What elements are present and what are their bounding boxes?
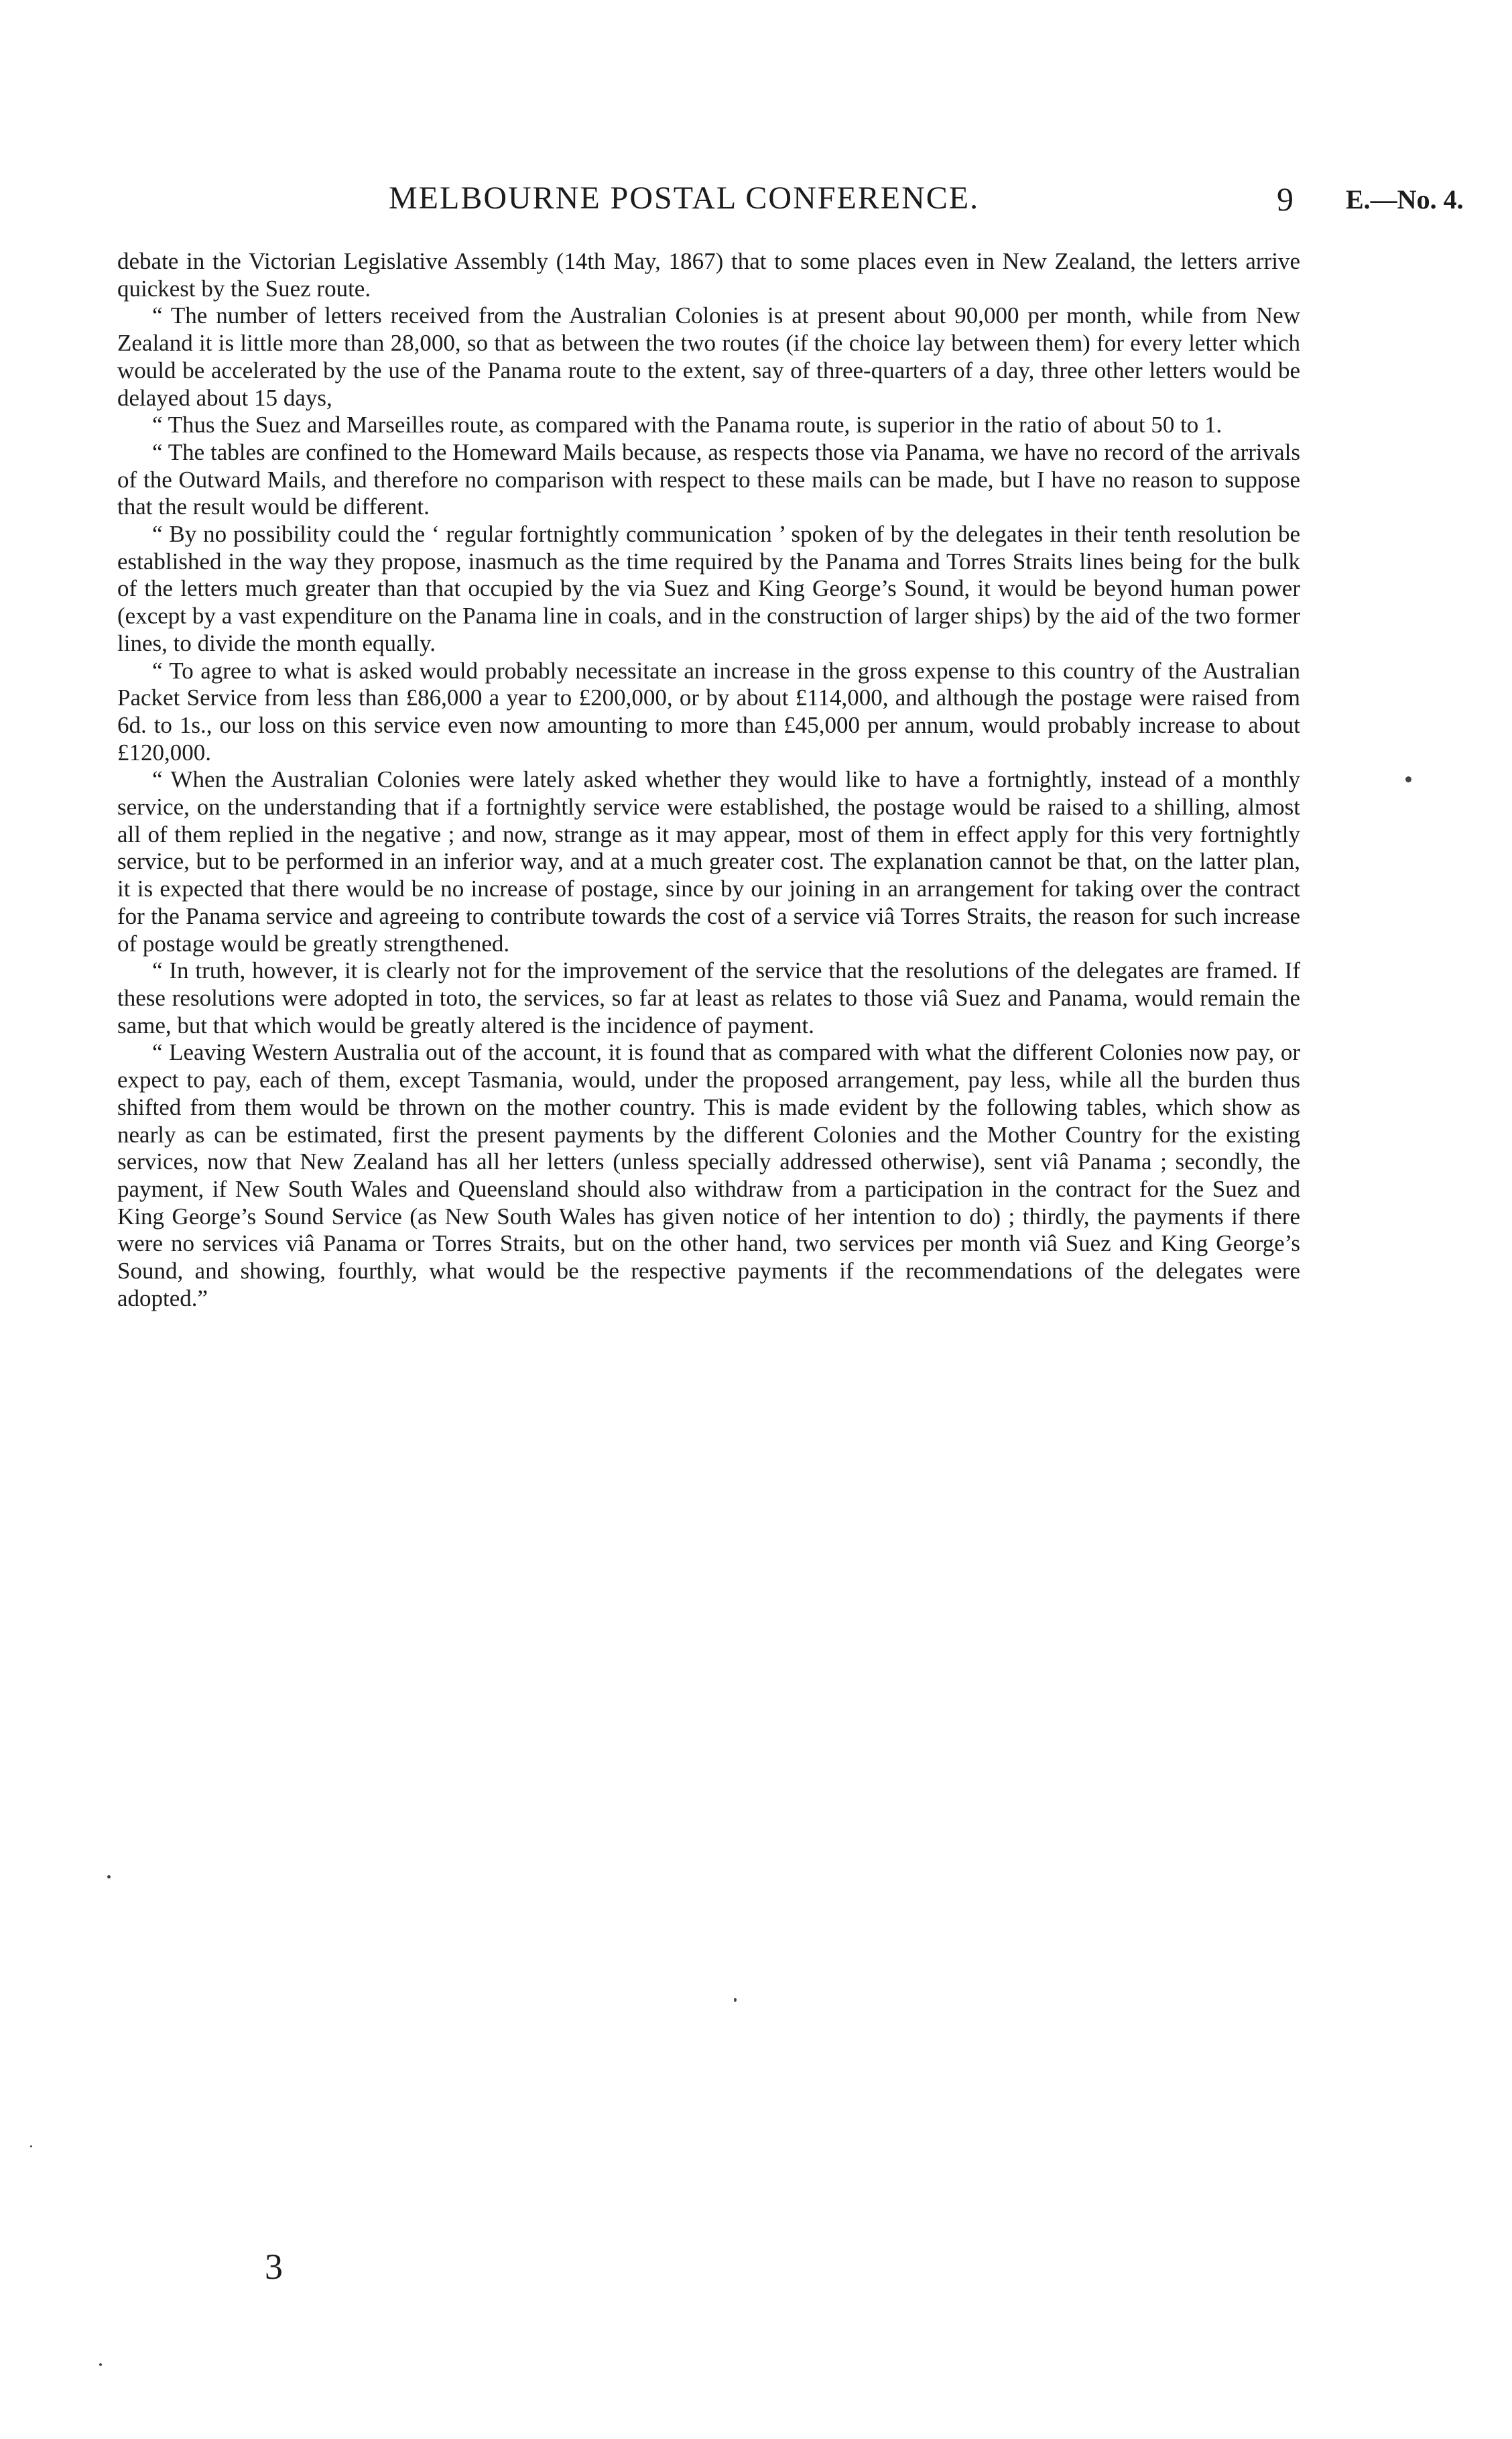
- page-header: [0, 180, 1512, 233]
- document-reference: E.—No. 4.: [1346, 184, 1464, 215]
- paragraph: “ When the Australian Colonies were lately asked whether they would like to have a fortnightly, instead of a monthly service, on the understanding that if a fortnightly service were established, the postage would be raised to a shilling, almost all of them replied in the negative ; and now, strange as it may appear, most of them in effect apply for this very fortnightly service, but to be performed in an inferior way, and at a much greater cost. The explanation cannot be that, on the latter plan, it is expected that there would be no increase of postage, since by our joining in an arrangement for taking over the contract for the Panama service and agreeing to contribute towards the cost of a service viâ Torres Straits, the reason for such increase of postage would be greatly strengthened.: [117, 766, 1300, 957]
- paragraph: “ In truth, however, it is clearly not for the improvement of the service that the resolutions of the delegates are framed. If these resolutions were adopted in toto, the services, so far at least as relates to those viâ Suez and Panama, would remain the same, but that which would be greatly altered is the incidence of payment.: [117, 957, 1300, 1038]
- paragraph: “ Leaving Western Australia out of the account, it is found that as compared with what the different Colonies now pay, or expect to pay, each of them, except Tasmania, would, under the proposed arrangement, pay less, while all the burden thus shifted from them would be thrown on the mother country. This is made evident by the following tables, which show as nearly as can be estimated, first the present payments by the different Colonies and the Mother Country for the existing services, now that New Zealand has all her letters (unless specially addressed otherwise), sent viâ Panama ; secondly, the payment, if New South Wales and Queensland should also withdraw from a participation in the contract for the Suez and King George’s Sound Service (as New South Wales has given notice of her intention to do) ; thirdly, the payments if there were no services viâ Panama or Torres Straits, but on the other hand, two services per month viâ Suez and King George’s Sound, and showing, fourthly, what would be the respective payments if the recommendations of the delegates were adopted.”: [117, 1039, 1300, 1311]
- page-number: 9: [1277, 180, 1294, 218]
- paragraph: “ The tables are confined to the Homeward Mails because, as respects those via Panama, we have no record of the arrivals of the Outward Mails, and therefore no comparison with respect to these mails can be made, but I have no reason to suppose that the result would be different.: [117, 438, 1300, 520]
- paragraph: “ To agree to what is asked would probably necessitate an increase in the gross expense to this country of the Australian Packet Service from less than £86,000 a year to £200,000, or by about £114,000, and although the postage were raised from 6d. to 1s., our loss on this service even now amounting to more than £45,000 per annum, would probably increase to about £120,000.: [117, 657, 1300, 766]
- signature-mark: 3: [265, 2247, 283, 2287]
- ink-speck: [1405, 776, 1411, 782]
- ink-speck: [30, 2145, 32, 2147]
- running-title: MELBOURNE POSTAL CONFERENCE.: [389, 180, 980, 216]
- ink-speck: [734, 1998, 737, 2002]
- ink-speck: [107, 1875, 111, 1879]
- paragraph: “ By no possibility could the ‘ regular fortnightly communication ’ spoken of by the delegates in their tenth resolution be established in the way they propose, inasmuch as the time required by the Panama and Torres Straits lines being for the bulk of the letters much greater than that occupied by the via Suez and King George’s Sound, it would be beyond human power (except by a vast expenditure on the Panama line in coals, and in the construction of larger ships) by the aid of the two former lines, to divide the month equally.: [117, 521, 1300, 656]
- paragraph: debate in the Victorian Legislative Assembly (14th May, 1867) that to some places even in New Zealand, the letters arrive quickest by the Suez route.: [117, 248, 1300, 302]
- paragraph: “ The number of letters received from the Australian Colonies is at present about 90,000 per month, while from New Zealand it is little more than 28,000, so that as between the two routes (if the choice lay between them) for every letter which would be accelerated by the use of the Panama route to the extent, say of three-quarters of a day, three other letters would be delayed about 15 days,: [117, 302, 1300, 411]
- body-text: [117, 248, 1300, 1312]
- ink-speck: [99, 2363, 102, 2366]
- paragraph: “ Thus the Suez and Marseilles route, as compared with the Panama route, is superior in the ratio of about 50 to 1.: [152, 412, 1222, 438]
